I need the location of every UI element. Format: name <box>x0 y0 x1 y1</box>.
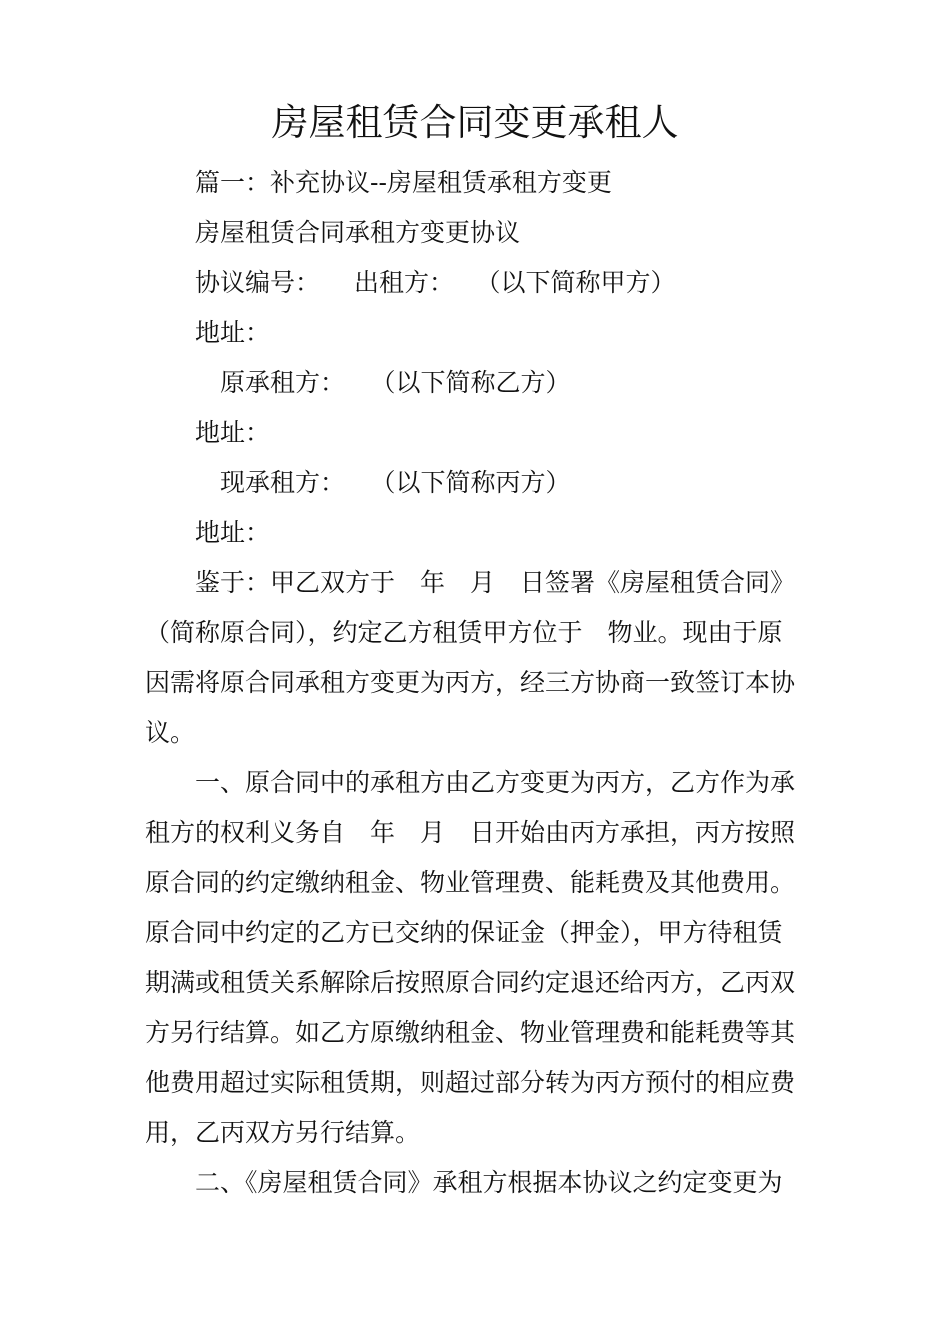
new-lessee-alias: （以下简称丙方） <box>383 468 571 497</box>
lessor-alias: （以下简称甲方） <box>488 268 676 297</box>
original-lessee-address-label: 地址： <box>195 418 271 447</box>
original-lessee-alias: （以下简称乙方） <box>383 368 571 397</box>
text-line: 用，乙丙双方另行结算。 <box>145 1118 421 1147</box>
new-lessee-label: 现承租方： <box>220 468 346 497</box>
text-line: 他费用超过实际租赁期，则超过部分转为丙方预付的相应费 <box>145 1068 796 1097</box>
text-line: 房屋租赁合同承租方变更协议 <box>195 218 521 247</box>
text-line: 原合同中约定的乙方已交纳的保证金（押金），甲方待租赁 <box>145 918 783 947</box>
text-line: 期满或租赁关系解除后按照原合同约定退还给丙方，乙丙双 <box>145 968 796 997</box>
lessor-label: 出租方： <box>354 268 455 297</box>
text-line: 因需将原合同承租方变更为丙方，经三方协商一致签订本协 <box>145 668 796 697</box>
new-lessee-address-label: 地址： <box>195 518 271 547</box>
original-lessee-label: 原承租方： <box>220 368 346 397</box>
text-line: 租方的权利义务自 年 月 日开始由丙方承担，丙方按照 <box>145 818 796 847</box>
text-line: （简称原合同），约定乙方租赁甲方位于 物业。现由于原 <box>145 618 783 647</box>
text-line-group <box>220 366 571 400</box>
text-line: 篇一：补充协议--房屋租赁承租方变更 <box>195 168 612 197</box>
agreement-number-label: 协议编号： <box>195 268 321 297</box>
text-line: 方另行结算。如乙方原缴纳租金、物业管理费和能耗费等其 <box>145 1018 796 1047</box>
text-line: 二、《房屋租赁合同》承租方根据本协议之约定变更为 <box>195 1168 783 1197</box>
lessor-address-label: 地址： <box>195 318 271 347</box>
text-line-group <box>195 266 676 300</box>
text-line: 一、原合同中的承租方由乙方变更为丙方，乙方作为承 <box>195 768 796 797</box>
text-line: 议。 <box>145 718 196 747</box>
text-line: 鉴于：甲乙双方于 年 月 日签署《房屋租赁合同》 <box>195 568 796 597</box>
text-line-group <box>220 466 571 500</box>
document-title: 房屋租赁合同变更承租人 <box>271 101 679 144</box>
text-line: 原合同的约定缴纳租金、物业管理费、能耗费及其他费用。 <box>145 868 796 897</box>
